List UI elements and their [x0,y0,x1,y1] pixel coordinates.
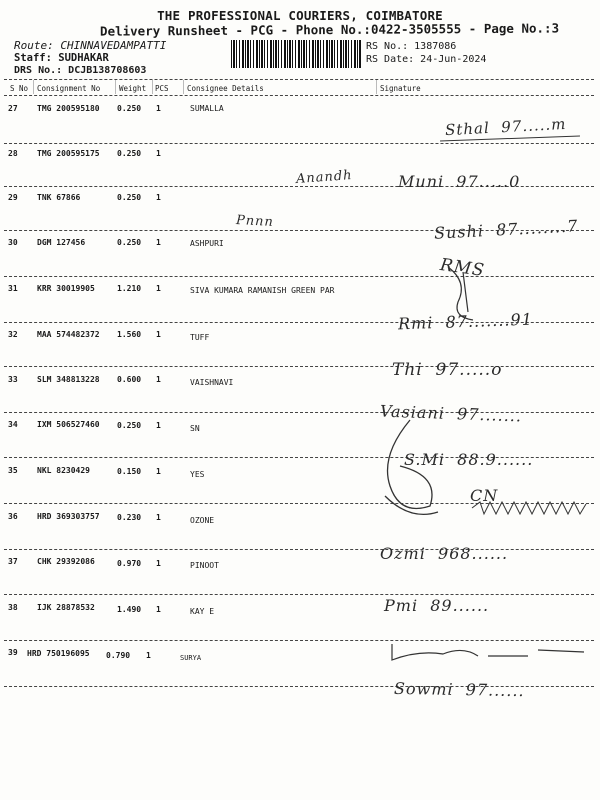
signature-name: Pmi [384,596,419,615]
row-consignment: HRD 750196095 [27,649,90,658]
signature-number: 87........7 [495,216,579,240]
row-weight: 0.250 [117,104,142,113]
row-separator [4,366,594,367]
scribble-mark [388,640,588,666]
row-consignee: TUFF [190,333,210,342]
row-consignee: ASHPURI [190,239,224,248]
row-consignment: TMG 200595175 [37,149,100,158]
column-header-signature: Signature [380,84,421,93]
row-consignment: SLM 348813228 [37,375,100,384]
row-weight: 0.250 [117,149,142,158]
signature-handwriting [392,360,502,380]
signature-handwriting [394,679,525,700]
row-consignment: KRR 30019905 [37,284,95,293]
signature-handwriting [384,596,489,615]
signature-name: Muni [398,172,445,191]
runsheet-subtitle: Delivery Runsheet - PCG - Phone No.:0422-3505555 - Page No.:3 [99,20,560,39]
row-sno: 30 [8,238,18,247]
row-sno: 38 [8,603,18,612]
row-separator [4,143,594,144]
row-consignee: OZONE [190,516,215,525]
column-divider [33,80,34,94]
signature-name: Sushi [433,221,485,243]
signature-number: 968...... [438,544,509,563]
row-pcs: 1 [156,149,161,158]
signature-number: 97...... [465,680,525,701]
company-title: THE PROFESSIONAL COURIERS, COIMBATORE [157,8,443,23]
column-header-pcs: PCS [155,84,169,93]
row-weight: 1.210 [117,284,142,293]
row-weight: 0.250 [117,421,142,430]
row-consignee: YES [190,470,205,479]
row-sno: 37 [8,557,18,566]
row-pcs: 1 [156,193,161,202]
drs-number: DRS No.: DCJB138708603 [14,65,147,76]
header-bottom-rule [4,95,594,96]
column-divider [183,80,184,94]
scribble-mark [370,416,440,526]
row-consignee: VAISHNAVI [190,378,234,387]
row-pcs: 1 [156,238,161,247]
row-sno: 33 [8,375,18,384]
row-weight: 0.790 [106,651,131,660]
row-consignee: SURYA [180,654,202,662]
row-weight: 0.150 [117,467,142,476]
row-pcs: 1 [156,104,161,113]
signature-number: 97.....o [435,360,503,380]
signature-number: 87.......91 [445,309,534,332]
row-sno: 27 [8,104,18,113]
signature-number: 97.....0 [456,172,521,191]
row-sno: 36 [8,512,18,521]
signature-name: Thi [392,360,423,380]
row-sno: 29 [8,193,18,202]
signature-handwriting [434,216,579,243]
signature-number: 97....... [456,404,523,426]
row-consignee: SIVA KUMARA RAMANISH GREEN PAR [190,286,335,295]
row-consignee: SN [190,424,200,433]
row-weight: 0.970 [117,559,142,568]
signature-name: Vasiani [379,401,446,423]
signature-handwriting [380,544,508,563]
row-sno: 28 [8,149,18,158]
row-pcs: 1 [156,513,161,522]
rs-date: RS Date: 24-Jun-2024 [366,54,487,65]
row-consignment: IJK 28878532 [37,603,95,612]
row-pcs: 1 [156,605,161,614]
row-consignment: IXM 506527460 [37,420,100,429]
route-label: Route: CHINNAVEDAMPATTI [14,39,167,52]
row-pcs: 1 [146,651,151,660]
row-consignment: HRD 369303757 [37,512,100,521]
row-weight: 0.250 [117,193,142,202]
signature-handwriting [398,172,520,191]
signature-name: Ozmi [380,544,426,563]
row-weight: 1.490 [117,605,142,614]
row-pcs: 1 [156,284,161,293]
row-consignment: CHK 29392086 [37,557,95,566]
signature-number: 89...... [430,596,490,615]
row-sno: 34 [8,420,18,429]
row-pcs: 1 [156,375,161,384]
staff-label: Staff: SUDHAKAR [14,52,109,64]
handwritten-note: CN [470,486,499,505]
row-weight: 0.600 [117,375,142,384]
column-divider [152,80,153,94]
column-divider [376,80,377,94]
row-sno: 35 [8,466,18,475]
column-header-sno: S No [10,84,29,93]
scribble-mark [470,500,590,516]
row-pcs: 1 [156,421,161,430]
row-consignment: MAA 574482372 [37,330,100,339]
row-consignment: TNK 67866 [37,193,81,202]
row-weight: 1.560 [117,330,142,339]
row-sno: 39 [8,648,18,657]
signature-name: Rmi [397,313,434,334]
signature-handwriting [398,310,533,334]
handwritten-note: Pnnn [235,213,275,230]
row-weight: 0.230 [117,513,142,522]
signature-name: S.Mi [404,450,445,469]
signature-number: 97.....m [500,114,567,137]
row-sno: 31 [8,284,18,293]
signature-number: 88.9...... [457,450,534,469]
column-divider [115,80,116,94]
column-header-consignment: Consignment No [37,84,101,93]
row-consignee: PINOOT [190,561,219,570]
row-pcs: 1 [156,330,161,339]
column-header-weight: Weight [119,84,147,93]
rs-number: RS No.: 1387086 [366,41,457,52]
header-top-rule [4,79,594,80]
row-consignment: DGM 127456 [37,238,86,247]
handwritten-note: Anandh [295,168,354,187]
signature-handwriting [404,450,533,469]
row-consignee: KAY E [190,607,215,616]
row-separator [4,276,594,277]
row-consignee: SUMALLA [190,104,224,113]
row-pcs: 1 [156,467,161,476]
row-sno: 32 [8,330,18,339]
row-pcs: 1 [156,559,161,568]
barcode-image [231,40,361,68]
handwritten-initials: RMS [438,254,487,282]
row-consignment: TMG 200595180 [37,104,100,113]
signature-name: Sowmi [393,678,454,699]
row-weight: 0.250 [117,238,142,247]
column-header-consignee: Consignee Details [187,84,264,93]
row-separator [4,594,594,595]
signature-handwriting [445,115,567,139]
signature-name: Sthal [444,118,491,140]
row-consignment: NKL 8230429 [37,466,90,475]
